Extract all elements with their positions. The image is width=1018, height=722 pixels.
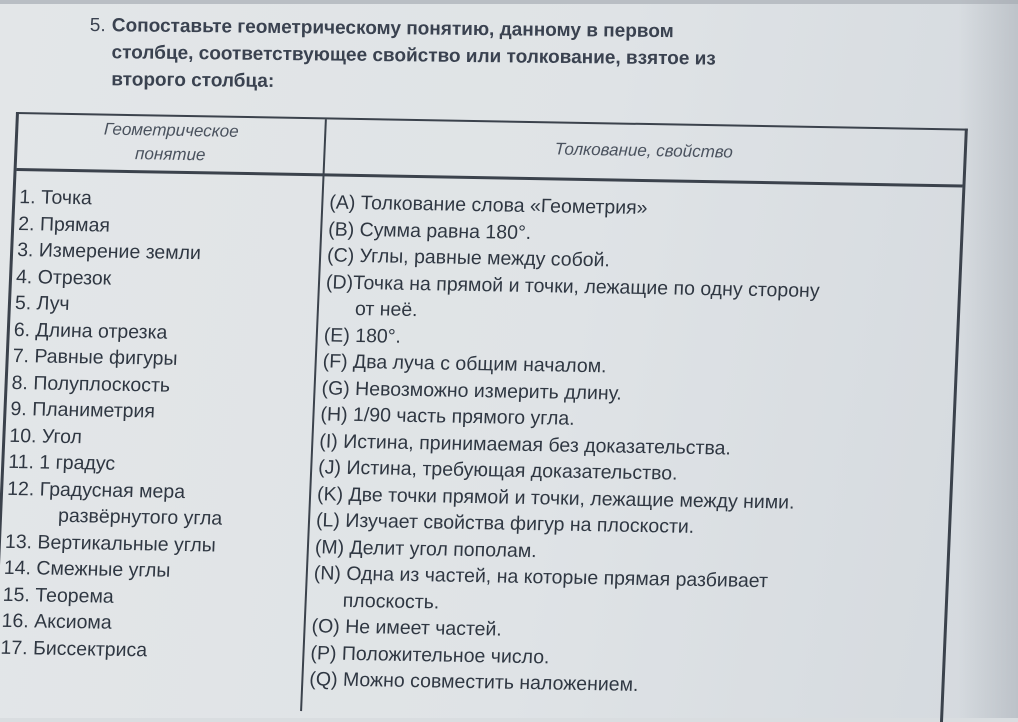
task-line-2: столбце, соответствующее свойство или толкование, взятое из xyxy=(111,42,716,70)
definition-item: (C) Углы, равные между собой. xyxy=(326,244,611,272)
task-line-3: второго столбца: xyxy=(111,69,275,92)
definition-item: (L) Изучает свойства фигур на плоскости. xyxy=(315,509,695,538)
concept-item-continuation: развёрнутого угла xyxy=(57,504,223,530)
concept-item: 2. Прямая xyxy=(17,212,111,237)
definition-item: (N) Одна из частей, на которые прямая разбивает xyxy=(313,562,769,593)
definition-item: (G) Невозможно измерить длину. xyxy=(321,376,623,405)
definition-item: (F) Два луча с общим началом. xyxy=(322,350,608,378)
definition-item: (Q) Можно совместить наложением. xyxy=(308,668,639,696)
concept-item: 14. Смежные углы xyxy=(3,556,171,582)
task-line-1: 5. Сопоставьте геометрическому понятию, данному в первом xyxy=(90,12,940,48)
concept-item: 5. Луч xyxy=(14,292,71,315)
concept-item: 7. Равные фигуры xyxy=(12,344,178,370)
definition-item: (O) Не имеет частей. xyxy=(311,615,503,641)
definition-item: (M) Делит угол пополам. xyxy=(314,535,538,562)
concept-item: 3. Измерение земли xyxy=(16,239,202,265)
definition-list xyxy=(309,189,955,703)
page-spine-shadow xyxy=(958,0,1018,718)
definition-item: (J) Истина, требующая доказательство. xyxy=(317,456,678,485)
header-definition: Толкование, свойство xyxy=(554,139,734,162)
concept-item: 10. Угол xyxy=(8,424,83,448)
definition-item: (E) 180°. xyxy=(323,323,402,348)
definition-item: (H) 1/90 часть прямого угла. xyxy=(320,403,576,430)
header-concept: Геометрическое понятие xyxy=(103,119,240,165)
definition-item: (P) Положительное число. xyxy=(310,641,550,668)
page-top-rule xyxy=(0,0,1018,4)
definition-item-continuation: от неё. xyxy=(354,297,419,322)
concept-item: 11. 1 градус xyxy=(7,450,116,475)
definition-item: (A) Толкование слова «Геометрия» xyxy=(328,191,648,220)
concept-item: 6. Длина отрезка xyxy=(13,318,168,344)
concept-item: 13. Вертикальные углы xyxy=(4,530,217,557)
definition-item: (I) Истина, принимаемая без доказательства. xyxy=(318,429,732,460)
definition-item-continuation: плоскость. xyxy=(342,589,440,613)
task-number: 5. xyxy=(89,14,106,37)
concept-item: 16. Аксиома xyxy=(1,609,113,634)
concept-list xyxy=(0,184,318,666)
concept-item: 4. Отрезок xyxy=(15,265,112,290)
matching-table xyxy=(0,112,968,722)
concept-item: 1. Точка xyxy=(18,186,93,210)
definition-item: (B) Сумма равна 180°. xyxy=(327,217,532,244)
concept-item: 8. Полуплоскость xyxy=(11,371,171,397)
concept-item: 15. Теорема xyxy=(2,583,115,608)
task-statement xyxy=(89,12,940,102)
definition-item: (D)Точка на прямой и точки, лежащие по одну сторону xyxy=(325,270,821,302)
concept-item: 12. Градусная мера xyxy=(6,477,186,503)
header-rule xyxy=(17,168,963,188)
concept-item: 9. Планиметрия xyxy=(10,397,156,423)
definition-item: (K) Две точки прямой и точки, лежащие между ними. xyxy=(316,482,795,514)
concept-item: 17. Биссектриса xyxy=(0,636,148,661)
